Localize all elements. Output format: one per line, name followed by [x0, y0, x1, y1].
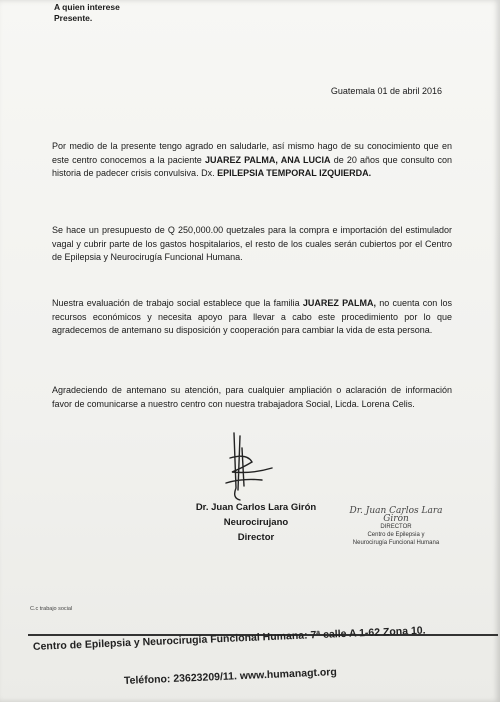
footer-contact: Teléfono: 23623209/11. www.humanagt.org	[123, 666, 338, 687]
handwritten-signature	[212, 428, 282, 508]
paragraph-3-intro: Nuestra evaluación de trabajo social establece que la familia	[52, 298, 303, 308]
paragraph-greeting	[52, 140, 452, 181]
paragraph-social-evaluation	[52, 297, 452, 338]
patient-name: JUAREZ PALMA, ANA LUCIA	[204, 154, 331, 165]
signatory-role: Director	[237, 532, 275, 543]
footer-address: Centro de Epilepsia y Neurocirugía Funcional Humana: 7ª calle A 1-62 Zona 10.	[32, 624, 426, 653]
diagnosis: EPILEPSIA TEMPORAL IZQUIERDA.	[217, 168, 372, 178]
paragraph-closing: Agradeciendo de antemano su atención, para cualquier ampliación o aclaración de información favor de comunicarse a nuestro centro con nuestra trabajadora Social, Licda. Lorena Celis.	[52, 385, 452, 409]
stamp-line-3: Neurocirugía Funcional Humana	[352, 540, 440, 546]
signatory-name: Dr. Juan Carlos Lara Girón	[195, 502, 317, 513]
greeting-line-1: A quien interese	[54, 2, 120, 12]
director-stamp	[336, 507, 456, 547]
letter-date: Guatemala 01 de abril 2016	[330, 86, 442, 96]
paragraph-3-rest: no cuenta con los recursos económicos y necesita apoyo para llevar a cabo este procedimiento por lo que agradecemos de antemano su disposición y cooperación para cambiar la vida de esta persona.	[52, 298, 452, 335]
paragraph-1-intro: Por medio de la presente tengo agrado en saludarle, así mismo hago de su conocimiento que en este centro conocemos a la paciente	[52, 141, 452, 165]
stamp-line-2: Centro de Epilepsia y	[367, 532, 425, 538]
stamp-script-name: Dr. Juan Carlos Lara Girón	[349, 506, 443, 524]
paragraph-budget: Se hace un presupuesto de Q 250,000.00 quetzales para la compra e importación del estimulador vagal y cubrir parte de los gastos hospitalarios, el resto de los cuales serán cubiertos por el Centro de Epilepsia y Neurocirugía Funcional Humana.	[52, 225, 452, 262]
paragraph-1-middle: de 20 años que consulto con historia de padecer crisis convulsiva. Dx.	[52, 154, 452, 178]
carbon-copy-note: C.c trabajo social	[30, 606, 73, 612]
greeting	[54, 2, 120, 24]
greeting-line-2: Presente.	[54, 13, 93, 23]
family-name: JUAREZ PALMA,	[302, 298, 376, 308]
signatory-title: Neurocirujano	[223, 517, 289, 528]
signature-block	[176, 500, 336, 545]
stamp-line-1: DIRECTOR	[380, 524, 412, 530]
